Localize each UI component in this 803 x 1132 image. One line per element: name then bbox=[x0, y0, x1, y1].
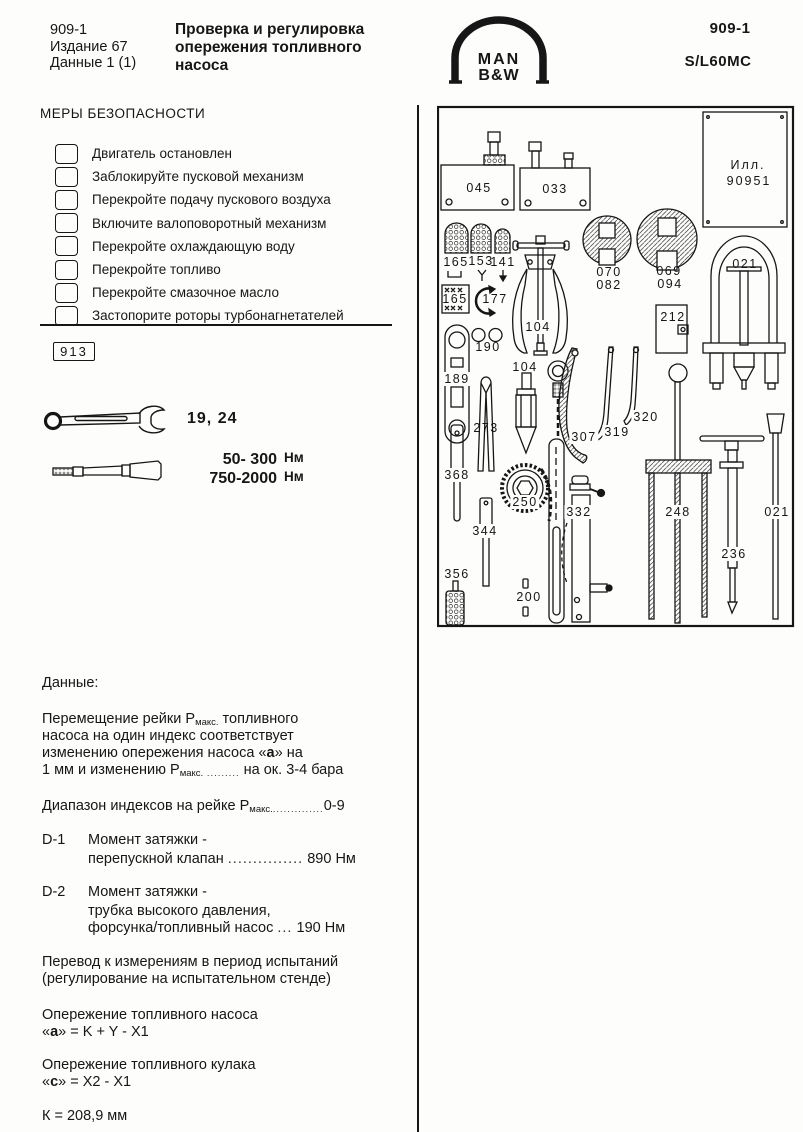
tool-label-190: 190 bbox=[475, 340, 501, 354]
tool-label-070: 070 bbox=[596, 265, 622, 279]
tool-label-153: 153 bbox=[468, 254, 494, 268]
illustration-ref-line2: 90951 bbox=[726, 174, 772, 188]
tool-label-212: 212 bbox=[660, 310, 686, 324]
tool-307-hook-spanner-icon bbox=[559, 348, 587, 463]
torque-wrench-icon bbox=[50, 455, 165, 487]
checklist-row bbox=[55, 281, 344, 304]
d1-line1: Момент затяжки - bbox=[88, 832, 207, 848]
checklist-row bbox=[55, 165, 344, 188]
logo-text-man: MAN bbox=[477, 51, 521, 68]
header-left bbox=[50, 22, 136, 72]
tool-label-177: 177 bbox=[482, 292, 508, 306]
checkbox bbox=[55, 260, 78, 280]
tool-070-082-crowfoot-icon bbox=[583, 216, 631, 265]
checklist-row bbox=[55, 188, 344, 211]
column-divider bbox=[417, 105, 419, 1132]
checklist-label: Застопорите роторы турбонагнетателей bbox=[92, 308, 344, 324]
tool-label-236: 236 bbox=[721, 547, 747, 561]
doc-number: 909-1 bbox=[50, 22, 88, 38]
tool-033-gauge-icon bbox=[520, 142, 590, 210]
data-para-line3: изменению опережения насоса «a» на bbox=[42, 745, 303, 761]
safety-heading: МЕРЫ БЕЗОПАСНОСТИ bbox=[40, 106, 206, 121]
checklist-row bbox=[55, 235, 344, 258]
safety-checklist bbox=[55, 142, 344, 328]
pump-lead-title: Опережение топливного насоса bbox=[42, 1007, 258, 1023]
tool-label-248: 248 bbox=[665, 505, 691, 519]
tool-104-drift-icon bbox=[516, 373, 536, 453]
tool-label-319: 319 bbox=[604, 425, 630, 439]
checkbox bbox=[55, 190, 78, 210]
tool-label-200: 200 bbox=[516, 590, 542, 604]
tool-label-250: 250 bbox=[512, 495, 538, 509]
tool-248-puller-icon bbox=[646, 364, 711, 623]
tool-label-165: 165 bbox=[443, 255, 469, 269]
header-doc-number: 909-1 bbox=[709, 20, 751, 37]
checkbox bbox=[55, 167, 78, 187]
illustration-ref-line1: Илл. bbox=[730, 158, 766, 172]
tool-356-knurled-icon bbox=[446, 581, 464, 625]
d2-code: D-2 bbox=[42, 884, 66, 900]
pump-lead-formula: «a» = K + Y - X1 bbox=[42, 1024, 149, 1040]
checkbox bbox=[55, 283, 78, 303]
torque-range-1: 50- 300 Нм bbox=[222, 450, 304, 468]
rack-index-range: Диапазон индексов на рейке $Р_{макс...............}0-9$ bbox=[42, 798, 345, 815]
d2-line3: форсунка/топливный насос ... 190 Нм bbox=[88, 920, 346, 936]
checklist-label: Заблокируйте пусковой механизм bbox=[92, 169, 304, 185]
checklist-row bbox=[55, 258, 344, 281]
engine-type: S/L60MC bbox=[684, 53, 752, 70]
tool-slotted-bar-icon bbox=[549, 439, 564, 623]
k-constant: К = 208,9 мм bbox=[42, 1108, 128, 1124]
checkbox bbox=[55, 213, 78, 233]
edition: Издание 67 bbox=[50, 38, 128, 55]
tool-label-104-puller: 104 bbox=[525, 320, 551, 334]
checklist-label: Перекройте смазочное масло bbox=[92, 285, 279, 301]
man-bw-logo bbox=[448, 16, 550, 86]
section-divider-rule bbox=[40, 324, 392, 326]
tool-label-033: 033 bbox=[542, 182, 568, 196]
tool-label-069: 069 bbox=[656, 264, 682, 278]
checkbox bbox=[55, 236, 78, 256]
tool-069-094-crowfoot-icon bbox=[637, 209, 697, 270]
tool-label-104-drift: 104 bbox=[512, 360, 538, 374]
checklist-label: Перекройте топливо bbox=[92, 262, 221, 278]
page-title: Проверка и регулировка опережения топливного насоса bbox=[175, 21, 365, 74]
tool-label-332: 332 bbox=[566, 505, 592, 519]
wrench-sizes-label: 19, 24 bbox=[187, 410, 238, 427]
checklist-row bbox=[55, 142, 344, 165]
tool-label-368: 368 bbox=[444, 468, 470, 482]
d2-line1: Момент затяжки - bbox=[88, 884, 207, 900]
combination-wrench-icon bbox=[43, 402, 173, 438]
tool-label-021-frame: 021 bbox=[732, 257, 758, 271]
tool-group-box: 913 bbox=[53, 342, 95, 361]
checklist-label: Двигатель остановлен bbox=[92, 146, 232, 162]
tool-label-045: 045 bbox=[466, 181, 492, 195]
checkbox bbox=[55, 144, 78, 164]
tool-label-356: 356 bbox=[444, 567, 470, 581]
tool-panel bbox=[437, 103, 795, 630]
tool-250-gear-icon bbox=[502, 465, 551, 521]
data-ref: Данные 1 (1) bbox=[50, 55, 137, 71]
tool-pads-165-153-141-icon bbox=[445, 223, 510, 281]
tool-label-320: 320 bbox=[633, 410, 659, 424]
tool-label-273: 273 bbox=[473, 421, 499, 435]
tool-label-141: 141 bbox=[490, 255, 516, 269]
tool-label-189: 189 bbox=[444, 372, 470, 386]
tool-344-pin-icon bbox=[480, 498, 492, 586]
checklist-row bbox=[55, 212, 344, 235]
checklist-label: Перекройте подачу пускового воздуха bbox=[92, 192, 331, 208]
test-note-line1: Перевод к измерениям в период испытаний bbox=[42, 954, 339, 970]
data-heading: Данные: bbox=[42, 675, 99, 691]
tool-label-021-rod: 021 bbox=[764, 505, 790, 519]
d1-code: D-1 bbox=[42, 832, 66, 848]
checklist-label: Перекройте охлаждающую воду bbox=[92, 238, 295, 254]
data-para-line4: 1 мм и изменению $Р_{макс.}$ $_{.........}$ на ок. 3-4 бара bbox=[42, 762, 344, 779]
torque-ranges bbox=[185, 450, 304, 487]
cam-lead-formula: «c» = X2 - X1 bbox=[42, 1074, 132, 1090]
cam-lead-title: Опережение топливного кулака bbox=[42, 1057, 256, 1073]
tool-label-307: 307 bbox=[571, 430, 597, 444]
tool-label-082: 082 bbox=[596, 278, 622, 292]
d2-line2: трубка высокого давления, bbox=[88, 903, 271, 919]
tool-label-344: 344 bbox=[472, 524, 498, 538]
tool-104-puller-icon bbox=[513, 236, 569, 355]
tool-045-gauge-icon bbox=[441, 132, 514, 210]
tool-label-165-box: 165 bbox=[442, 292, 468, 306]
tool-label-094: 094 bbox=[657, 277, 683, 291]
tool-332-pump-icon bbox=[562, 476, 612, 622]
checkbox bbox=[55, 306, 78, 326]
torque-range-2: 750-2000 Нм bbox=[209, 468, 304, 487]
data-para-line1: Перемещение рейки $Р_{макс.}$ топливного bbox=[42, 711, 299, 728]
checklist-label: Включите валоповоротный механизм bbox=[92, 215, 327, 231]
logo-text-bw: B&W bbox=[478, 67, 520, 84]
test-note-line2: (регулирование на испытательном стенде) bbox=[42, 971, 331, 987]
data-para-line2: насоса на один индекс соответствует bbox=[42, 728, 294, 744]
d1-line2: перепускной клапан ............... 890 Нм bbox=[88, 851, 356, 867]
